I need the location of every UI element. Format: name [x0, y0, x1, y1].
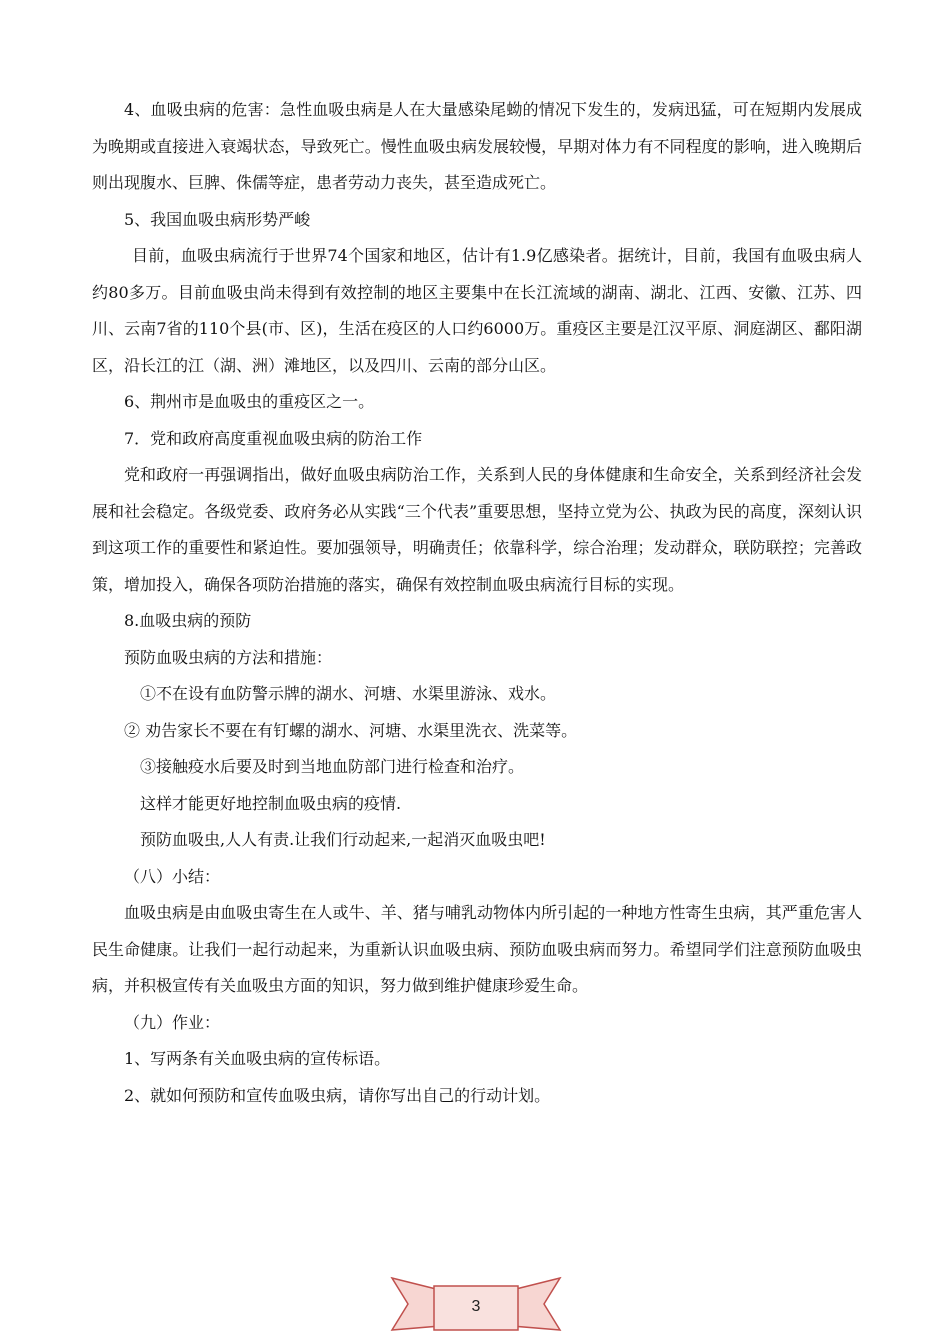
document-body — [92, 92, 862, 1114]
prevention-item-3: ③接触疫水后要及时到当地血防部门进行检查和治疗。 — [140, 757, 525, 776]
heading-jingzhou: 6、荆州市是血吸虫的重疫区之一。 — [124, 392, 375, 411]
homework-item-2: 2、就如何预防和宣传血吸虫病，请你写出自己的行动计划。 — [124, 1085, 551, 1105]
paragraph-summary: 血吸虫病是由血吸虫寄生在人或牛、羊、猪与哺乳动物体内所引起的一种地方性寄生虫病，其严重危害人民生命健康。让我们一起行动起来，为重新认识血吸虫病、预防血吸虫病而努力。希望同学们注意预防血吸虫病，并积极宣传有关血吸虫方面的知识，努力做到维护健康珍爱生命。 — [92, 903, 862, 995]
ribbon-left-tail — [392, 1278, 440, 1330]
paragraph-china-situation: 目前，血吸虫病流行于世界74个国家和地区，估计有1.9亿感染者。据统计，目前，我国有血吸虫病人约80多万。目前血吸虫尚未得到有效控制的地区主要集中在长江流域的湖南、湖北、江西、安徽、江苏、四川、云南7省的110个县(市、区)，生活在疫区的人口约6000万。重疫区主要是江汉平原、洞庭湖区、鄱阳湖区，沿长江的江（湖、洲）滩地区，以及四川、云南的部分山区。 — [92, 246, 862, 375]
ribbon-right-tail — [512, 1278, 560, 1330]
prevention-item-2: ② 劝告家长不要在有钉螺的湖水、河塘、水渠里洗衣、洗菜等。 — [124, 720, 578, 740]
heading-summary: （八）小结： — [124, 866, 221, 886]
heading-homework: （九）作业： — [124, 1012, 221, 1032]
heading-china-situation: 5、我国血吸虫病形势严峻 — [124, 209, 311, 229]
paragraph-prevention-intro: 预防血吸虫病的方法和措施： — [124, 647, 333, 667]
paragraph-slogan: 预防血吸虫,人人有责.让我们行动起来,一起消灭血吸虫吧! — [140, 830, 546, 849]
homework-item-1: 1、写两条有关血吸虫病的宣传标语。 — [124, 1049, 391, 1068]
prevention-item-1: ①不在设有血防警示牌的湖水、河塘、水渠里游泳、戏水。 — [140, 684, 557, 703]
page-number: 3 — [471, 1298, 481, 1315]
paragraph-government: 党和政府一再强调指出，做好血吸虫病防治工作，关系到人民的身体健康和生命安全，关系到经济社会发展和社会稳定。各级党委、政府务必从实践“三个代表”重要思想，坚持立党为公、执政为民的高度，深刻认识到这项工作的重要性和紧迫性。要加强领导，明确责任；依靠科学，综合治理；发动群众，联防联控；完善政策，增加投入，确保各项防治措施的落实，确保有效控制血吸虫病流行目标的实现。 — [92, 465, 862, 594]
heading-prevention: 8.血吸虫病的预防 — [124, 611, 252, 630]
paragraph-control: 这样才能更好地控制血吸虫病的疫情. — [140, 793, 402, 813]
heading-government: 7．党和政府高度重视血吸虫病的防治工作 — [124, 428, 423, 448]
paragraph-hazards: 4、血吸虫病的危害：急性血吸虫病是人在大量感染尾蚴的情况下发生的，发病迅猛，可在短期内发展成为晚期或直接进入衰竭状态，导致死亡。慢性血吸虫病发展较慢，早期对体力有不同程度的影响，进入晚期后则出现腹水、巨脾、侏儒等症，患者劳动力丧失，甚至造成死亡。 — [92, 100, 862, 192]
